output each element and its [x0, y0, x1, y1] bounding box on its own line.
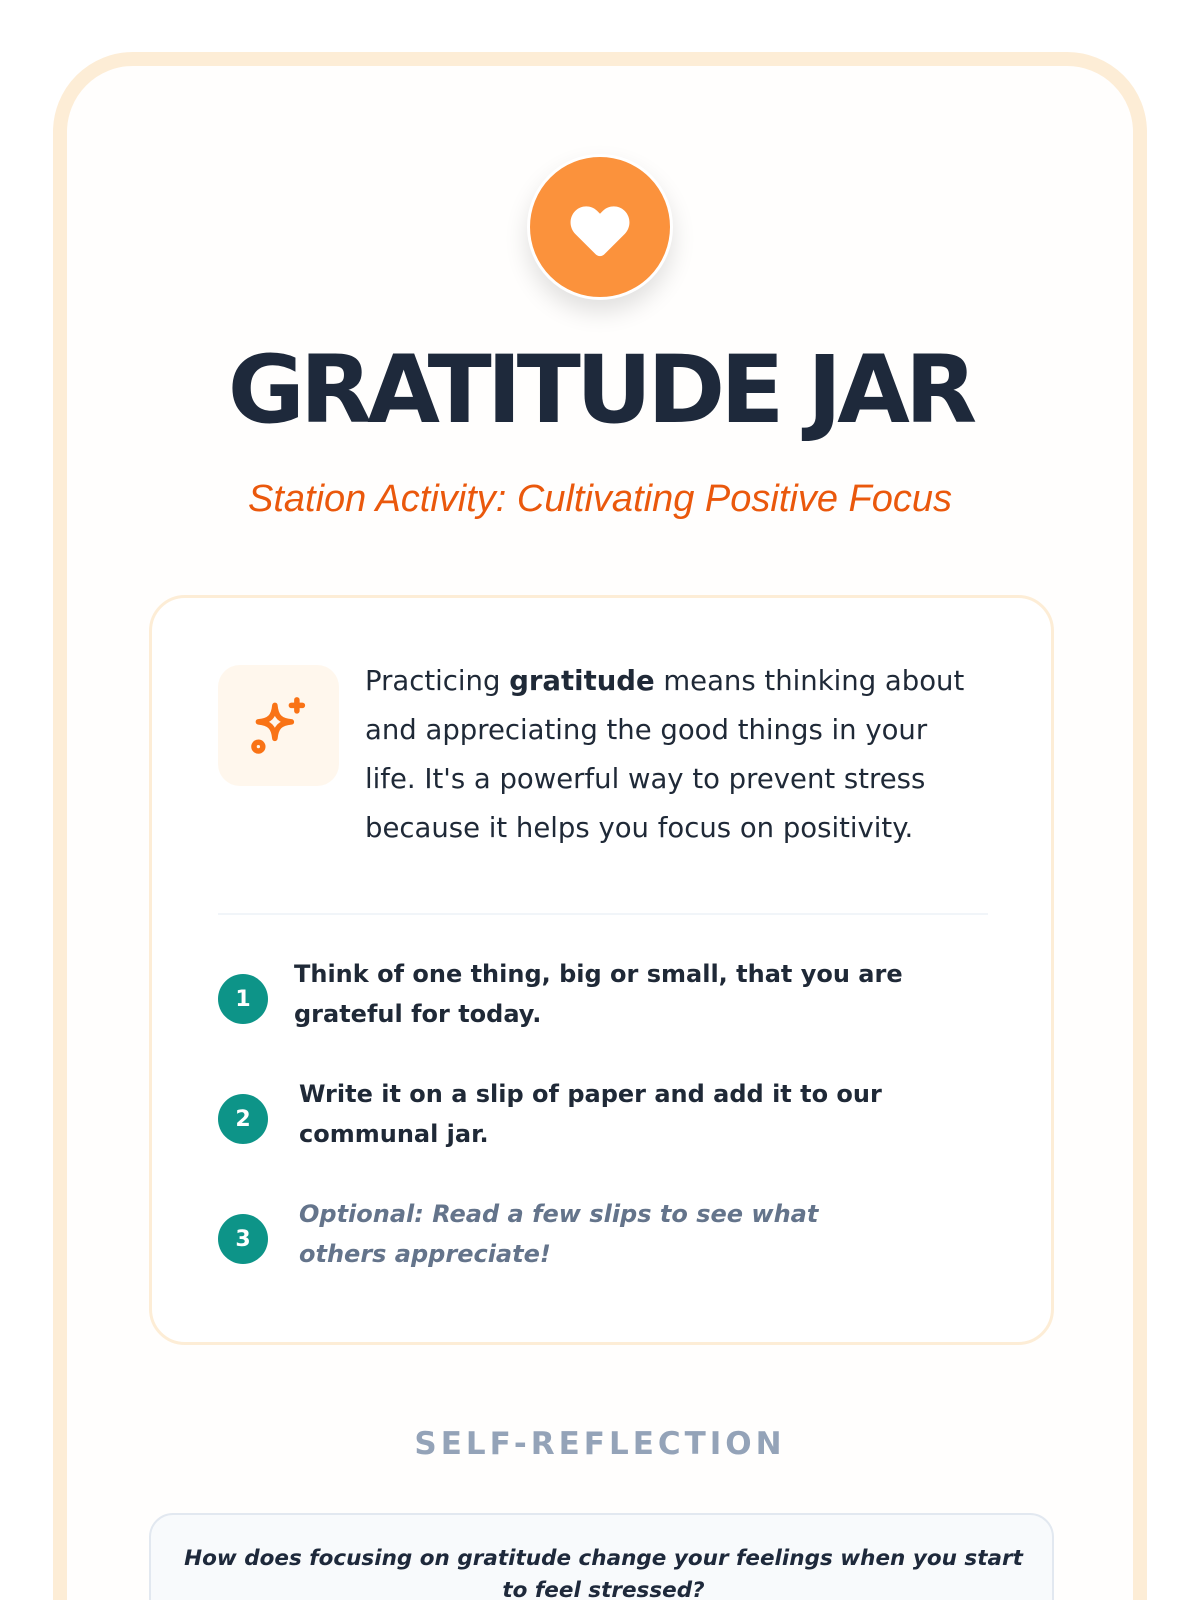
step-number-badge: 1 [218, 974, 268, 1024]
divider [218, 913, 988, 915]
intro-keyword: gratitude [509, 665, 655, 697]
page-subtitle: Station Activity: Cultivating Positive Focus [248, 478, 952, 520]
instructions-card [149, 595, 1054, 1345]
step-text-optional: Optional: Read a few slips to see what others appreciate! [299, 1200, 819, 1268]
intro-text-start: Practicing [365, 665, 510, 697]
step-number-badge: 3 [218, 1214, 268, 1264]
self-reflection-heading: SELF-REFLECTION [414, 1426, 786, 1462]
step-number-badge: 2 [218, 1094, 268, 1144]
heart-badge [527, 154, 673, 300]
sparkle-icon [246, 693, 312, 759]
page-title: GRATITUDE JAR [227, 336, 973, 445]
intro-text [365, 657, 985, 853]
sparkle-badge [218, 665, 339, 786]
intro-text-end: means thinking about and appreciating the good things in your life. It's a powerful way to prevent stress because it helps you focus on positivity. [365, 665, 965, 844]
heart-icon [562, 189, 638, 265]
step-text: Write it on a slip of paper and add it to our communal jar. [299, 1080, 882, 1148]
reflection-question: How does focusing on gratitude change your feelings when you start to feel stressed? [184, 1546, 1023, 1600]
step-text: Think of one thing, big or small, that you are grateful for today. [294, 960, 903, 1028]
reflection-box [149, 1513, 1054, 1600]
